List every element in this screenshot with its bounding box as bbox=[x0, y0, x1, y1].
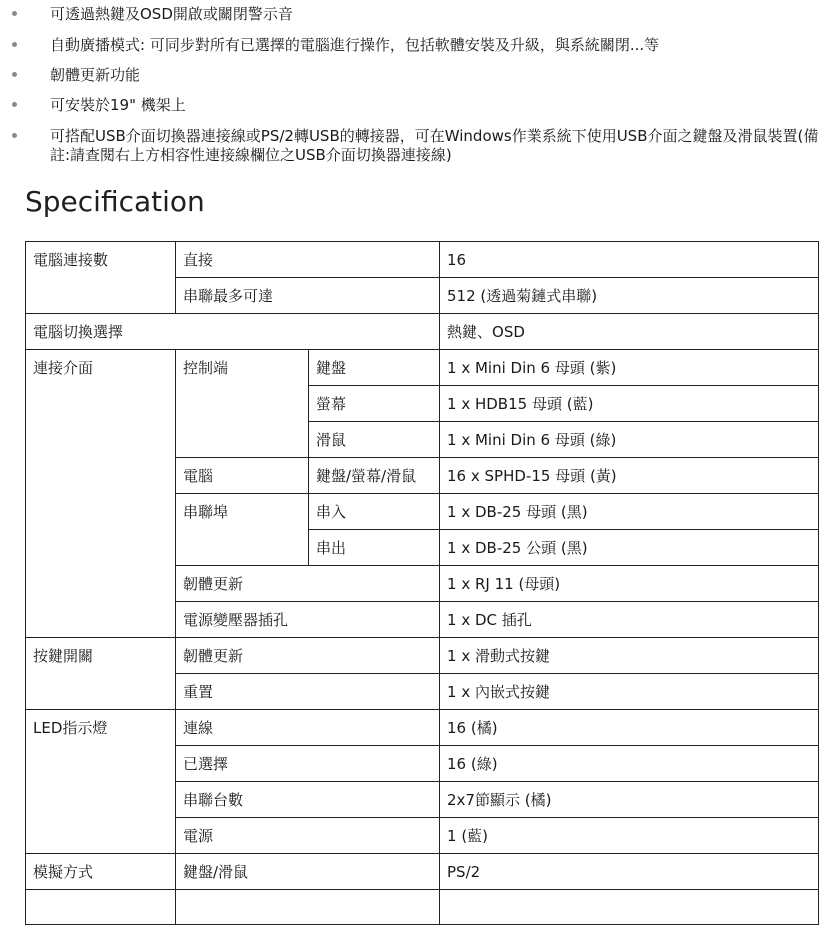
spec-value: 16 (橘) bbox=[440, 710, 819, 746]
spec-value: 1 x RJ 11 (母頭) bbox=[440, 566, 819, 602]
table-row bbox=[26, 638, 819, 674]
spec-value: 1 x 內嵌式按鍵 bbox=[440, 674, 819, 710]
spec-label: 鍵盤/滑鼠 bbox=[176, 854, 440, 890]
spec-value: 16 bbox=[440, 242, 819, 278]
feature-item: 可搭配USB介面切換器連接線或PS/2轉USB的轉接器，可在Windows作業系統下使用USB介面之鍵盤及滑鼠裝置(備註:請查閱右上方相容性連接線欄位之USB介面切換器連接線) bbox=[50, 127, 819, 164]
spec-value: 1 x HDB15 母頭 (藍) bbox=[440, 386, 819, 422]
spec-label: 控制端 bbox=[176, 350, 309, 458]
feature-item: 可透過熱鍵及OSD開啟或關閉警示音 bbox=[50, 5, 820, 24]
spec-sublabel: 鍵盤 bbox=[309, 350, 440, 386]
spec-label: 重置 bbox=[176, 674, 440, 710]
spec-category: LED指示燈 bbox=[26, 710, 176, 854]
spec-sublabel: 鍵盤/螢幕/滑鼠 bbox=[309, 458, 440, 494]
spec-value: 512 (透過菊鏈式串聯) bbox=[440, 278, 819, 314]
spec-label: 串聯台數 bbox=[176, 782, 440, 818]
table-row bbox=[26, 890, 819, 925]
spec-value: 1 x Mini Din 6 母頭 (紫) bbox=[440, 350, 819, 386]
spec-category: 連接介面 bbox=[26, 350, 176, 638]
feature-item: 可安裝於19" 機架上 bbox=[50, 96, 820, 115]
spec-sublabel: 串出 bbox=[309, 530, 440, 566]
spec-value: 16 x SPHD-15 母頭 (黃) bbox=[440, 458, 819, 494]
table-row bbox=[26, 710, 819, 746]
spec-label: 韌體更新 bbox=[176, 566, 440, 602]
spec-sublabel: 螢幕 bbox=[309, 386, 440, 422]
spec-value: 1 x Mini Din 6 母頭 (綠) bbox=[440, 422, 819, 458]
spec-label: 已選擇 bbox=[176, 746, 440, 782]
spec-value: 1 x DB-25 公頭 (黑) bbox=[440, 530, 819, 566]
spec-table bbox=[25, 241, 819, 925]
spec-value bbox=[440, 890, 819, 925]
spec-value: 2x7節顯示 (橘) bbox=[440, 782, 819, 818]
section-heading: Specification bbox=[25, 185, 205, 218]
spec-value: 1 x DB-25 母頭 (黑) bbox=[440, 494, 819, 530]
spec-label: 連線 bbox=[176, 710, 440, 746]
table-row bbox=[26, 314, 819, 350]
spec-value: PS/2 bbox=[440, 854, 819, 890]
feature-item: 自動廣播模式: 可同步對所有已選擇的電腦進行操作，包括軟體安裝及升級，與系統關閉...等 bbox=[50, 36, 820, 55]
spec-value: 1 (藍) bbox=[440, 818, 819, 854]
spec-value: 1 x 滑動式按鍵 bbox=[440, 638, 819, 674]
spec-label: 串聯埠 bbox=[176, 494, 309, 566]
spec-label: 電源 bbox=[176, 818, 440, 854]
spec-label: 串聯最多可達 bbox=[176, 278, 440, 314]
spec-value: 16 (綠) bbox=[440, 746, 819, 782]
spec-category: 模擬方式 bbox=[26, 854, 176, 890]
spec-value: 1 x DC 插孔 bbox=[440, 602, 819, 638]
table-row bbox=[26, 854, 819, 890]
spec-label: 韌體更新 bbox=[176, 638, 440, 674]
spec-category bbox=[26, 890, 176, 925]
table-row bbox=[26, 242, 819, 278]
spec-category: 電腦切換選擇 bbox=[26, 314, 440, 350]
spec-sublabel: 滑鼠 bbox=[309, 422, 440, 458]
spec-category: 電腦連接數 bbox=[26, 242, 176, 314]
spec-value: 熱鍵、OSD bbox=[440, 314, 819, 350]
spec-sublabel: 串入 bbox=[309, 494, 440, 530]
spec-category: 按鍵開關 bbox=[26, 638, 176, 710]
table-row bbox=[26, 350, 819, 386]
spec-label bbox=[176, 890, 440, 925]
spec-label: 直接 bbox=[176, 242, 440, 278]
spec-label: 電腦 bbox=[176, 458, 309, 494]
feature-item: 韌體更新功能 bbox=[50, 66, 820, 85]
spec-label: 電源變壓器插孔 bbox=[176, 602, 440, 638]
